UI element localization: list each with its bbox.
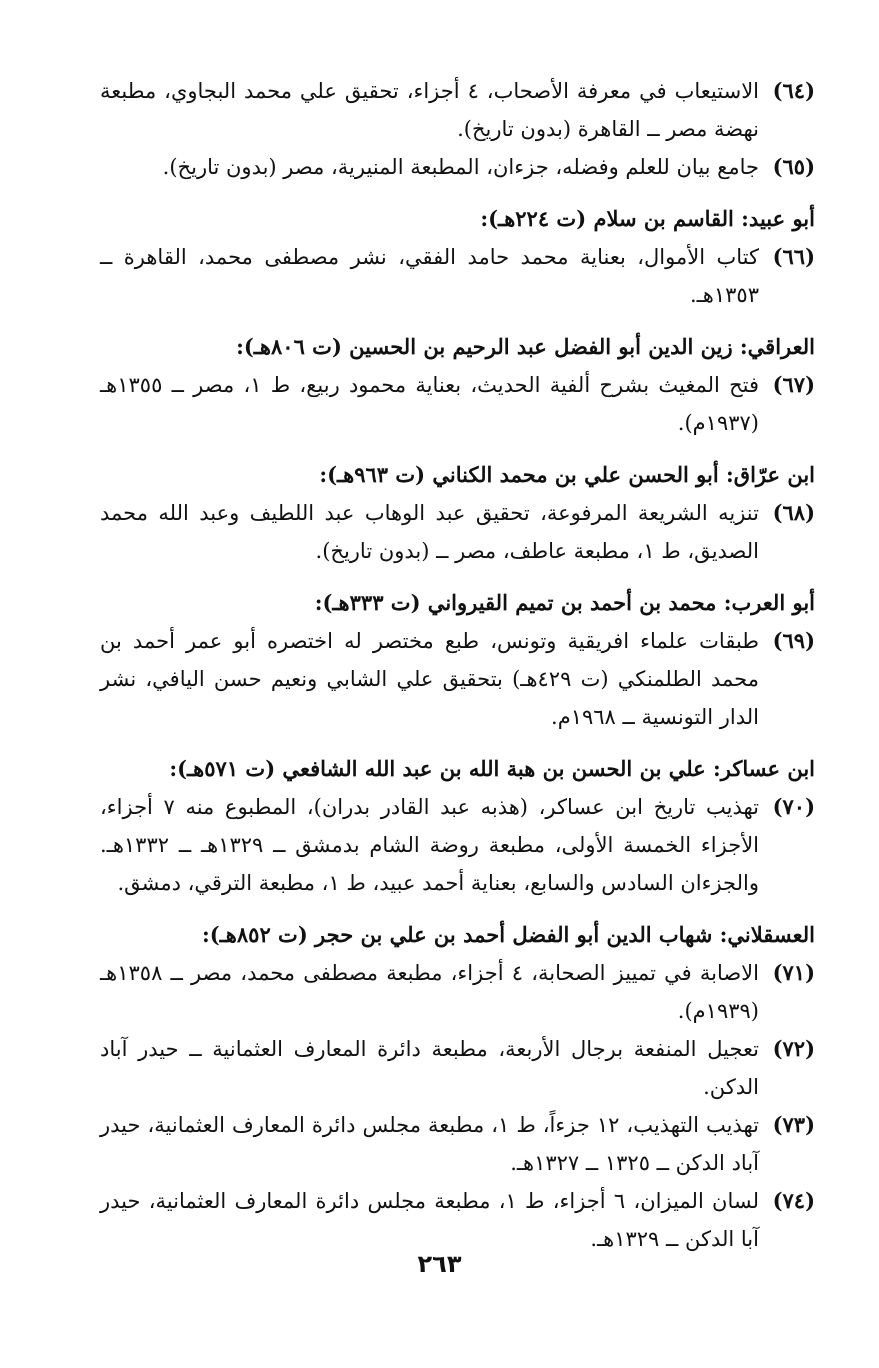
entry-text: تهذيب تاريخ ابن عساكر، (هذبه عبد القادر بدران)، المطبوع منه ٧ أجزاء، الأجزاء الخمسة الأولى، مطبعة روضة الشام بدمشق ــ ١٣٢٩هـ ــ ١٣٣٢هـ. والجزءان السادس والسابع، بعناية أحمد عبيد، ط ١، مطبعة الترقي، دمشق. [100, 795, 760, 895]
entry-number: (٦٩) [772, 628, 815, 653]
bibliography-entry [100, 238, 815, 314]
entry-text: الاستيعاب في معرفة الأصحاب، ٤ أجزاء، تحقيق علي محمد البجاوي، مطبعة نهضة مصر ــ القاهرة (بدون تاريخ). [100, 79, 760, 141]
entry-text: طبقات علماء افريقية وتونس، طبع مختصر له اختصره أبو عمر أحمد بن محمد الطلمنكي (ت ٤٢٩هـ) بتحقيق علي الشابي ونعيم حسن اليافي، نشر الدار التونسية ــ ١٩٦٨م. [100, 629, 759, 729]
author-heading: أبو العرب: محمد بن أحمد بن تميم القيرواني (ت ٣٣٣هـ): [314, 590, 815, 615]
entry-number: (٧٢) [772, 1036, 815, 1061]
entry-number: (٦٥) [772, 154, 815, 179]
section [100, 328, 815, 442]
entry-text: لسان الميزان، ٦ أجزاء، ط ١، مطبعة مجلس دائرة المعارف العثمانية، حيدر آبا الدكن ــ ١٣٢٩هـ. [100, 1189, 760, 1251]
bibliography-entry [100, 1030, 815, 1106]
page-number: ٢٦٣ [417, 1250, 462, 1278]
author-heading: ابن عرّاق: أبو الحسن علي بن محمد الكناني (ت ٩٦٣هـ): [319, 462, 815, 487]
entry-text: الاصابة في تمييز الصحابة، ٤ أجزاء، مطبعة مصطفى محمد، مصر ــ ١٣٥٨هـ (١٩٣٩م). [100, 961, 759, 1023]
section [100, 72, 815, 186]
section [100, 750, 815, 902]
bibliography-entry [100, 366, 815, 442]
section [100, 916, 815, 1258]
author-heading: العسقلاني: شهاب الدين أبو الفضل أحمد بن علي بن حجر (ت ٨٥٢هـ): [201, 922, 815, 947]
entry-number: (٦٤) [772, 78, 815, 103]
entry-number: (٧٤) [772, 1188, 815, 1213]
entry-text: كتاب الأموال، بعناية محمد حامد الفقي، نشر مصطفى محمد، القاهرة ــ ١٣٥٣هـ. [100, 245, 759, 307]
entry-number: (٦٨) [772, 500, 815, 525]
bibliography-entry [100, 494, 815, 570]
bibliography-entry [100, 622, 815, 736]
entry-text: تهذيب التهذيب، ١٢ جزءاً، ط ١، مطبعة مجلس دائرة المعارف العثمانية، حيدر آباد الدكن ــ ١٣٢٥ ــ ١٣٢٧هـ. [100, 1113, 759, 1175]
section [100, 200, 815, 314]
section [100, 456, 815, 570]
section [100, 584, 815, 736]
entry-number: (٦٧) [772, 372, 815, 397]
bibliography-entry [100, 148, 815, 186]
entry-number: (٧١) [772, 960, 815, 985]
entry-number: (٦٦) [772, 244, 815, 269]
entry-number: (٧٣) [772, 1112, 815, 1137]
bibliography-entry [100, 954, 815, 1030]
bibliography-entry [100, 72, 815, 148]
author-heading: ابن عساكر: علي بن الحسن بن هبة الله بن عبد الله الشافعي (ت ٥٧١هـ): [169, 756, 815, 781]
author-heading: أبو عبيد: القاسم بن سلام (ت ٢٢٤هـ): [480, 206, 815, 231]
entry-text: فتح المغيث بشرح ألفية الحديث، بعناية محمود ربيع، ط ١، مصر ــ ١٣٥٥هـ (١٩٣٧م). [100, 373, 760, 435]
author-heading: العراقي: زين الدين أبو الفضل عبد الرحيم بن الحسين (ت ٨٠٦هـ): [236, 334, 815, 359]
entry-text: تعجيل المنفعة برجال الأربعة، مطبعة دائرة المعارف العثمانية ــ حيدر آباد الدكن. [100, 1037, 759, 1099]
bibliography-entry [100, 1182, 815, 1258]
entry-text: تنزيه الشريعة المرفوعة، تحقيق عبد الوهاب عبد اللطيف وعبد الله محمد الصديق، ط ١، مطبعة عاطف، مصر ــ (بدون تاريخ). [100, 501, 759, 563]
bibliography-entry [100, 1106, 815, 1182]
entry-number: (٧٠) [772, 794, 815, 819]
bibliography-entry [100, 788, 815, 902]
bibliography-page [100, 72, 815, 1258]
entry-text: جامع بيان للعلم وفضله، جزءان، المطبعة المنيرية، مصر (بدون تاريخ). [162, 155, 759, 179]
